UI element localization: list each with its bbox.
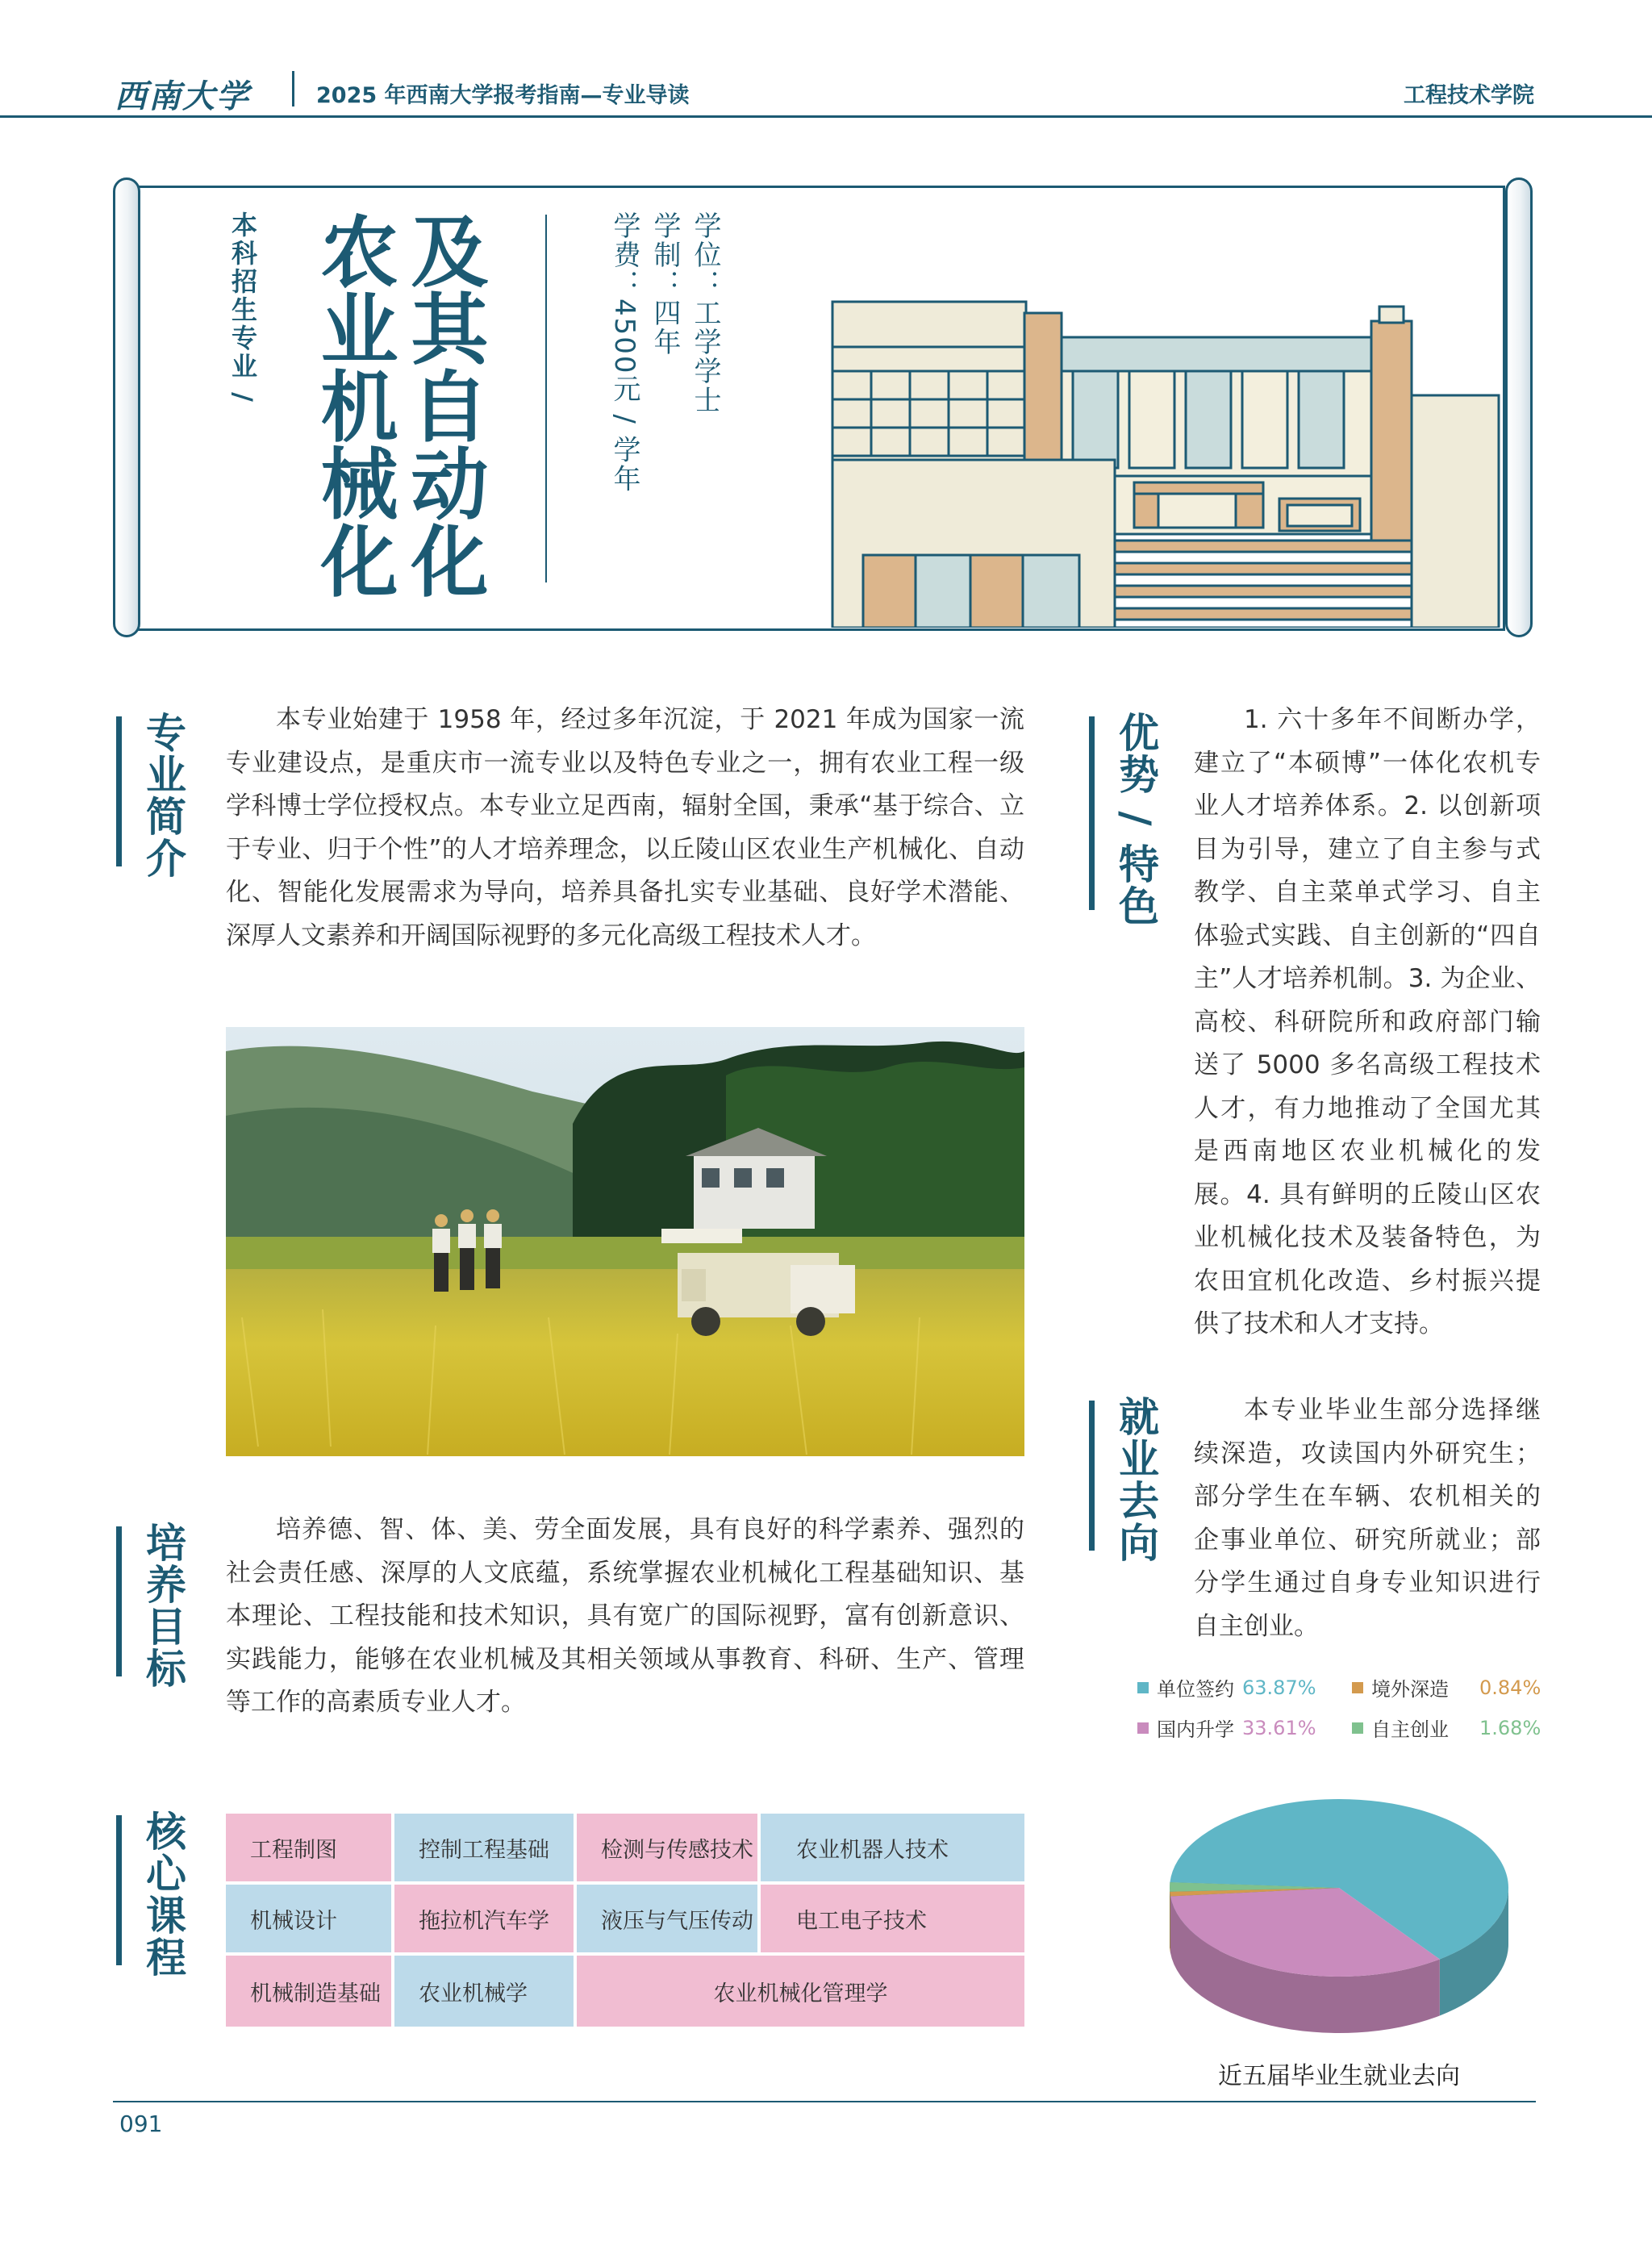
intro-paragraph: 本专业始建于 1958 年，经过多年沉淀，于 2021 年成为国家一流专业建设点，是重庆市一流专业以及特色专业之一，拥有农业工程一级学科博士学位授权点。本专业立足西南，辐射全国，秉承“基于综合、立于专业、归于个性”的人才培养理念，以丘陵山区农业生产机械化、自动化、智能化发展需求为导向，培养具备扎实专业基础、良好学术潜能、深厚人文素养和开阔国际视野的多元化高级工程技术人才。 [226,705,1024,950]
legend-item [1352,1673,1541,1701]
course-cell: 工程制图 [226,1814,391,1881]
career-paragraph: 本专业毕业生部分选择继续深造，攻读国内外研究生；部分学生在车辆、农机相关的企事业单位、研究所就业；部分学生通过自身专业知识进行自主创业。 [1194,1396,1541,1641]
banner-divider [545,215,547,582]
legend-item [1137,1673,1316,1701]
building-illustration [831,299,1500,628]
legend-value: 1.68% [1479,1716,1541,1739]
intro-heading: 专业简介 [140,712,186,879]
career-heading: 就业去向 [1112,1396,1159,1564]
course-cell: 机械设计 [226,1885,391,1952]
legend-value: 0.84% [1479,1676,1541,1699]
college-name: 工程技术学院 [1404,83,1534,108]
legend-label: 国内升学 [1157,1718,1234,1741]
advantage-heading: 优势 / 特色 [1112,712,1159,928]
course-cell: 农业机械化管理学 [577,1956,1024,2027]
core-courses-table [226,1814,1024,2027]
major-title-line1: 农业机械化 [308,211,398,599]
course-cell: 机械制造基础 [226,1956,391,2027]
advantage-heading-bar [1089,716,1095,910]
scroll-roller-left [113,177,140,637]
header-divider [292,71,294,106]
course-cell: 农业机器人技术 [761,1814,1024,1881]
goal-heading-bar [116,1526,122,1676]
page-number: 091 [119,2110,163,2137]
tuition-info: 学费：4500元 / 学年 [608,211,640,494]
legend-value: 63.87% [1242,1676,1316,1699]
employment-pie-chart [1162,1783,1516,2041]
courses-heading: 核心课程 [140,1810,186,1978]
goal-heading: 培养目标 [140,1522,186,1689]
banner-subtitle: 本科招生专业 / [227,211,258,404]
chart-title: 近五届毕业生就业去向 [1218,2062,1460,2090]
course-cell: 检测与传感技术 [577,1814,757,1881]
course-cell: 控制工程基础 [394,1814,574,1881]
legend-item [1137,1714,1316,1742]
legend-value: 33.61% [1242,1716,1316,1739]
course-cell: 液压与气压传动 [577,1885,757,1952]
goal-paragraph: 培养德、智、体、美、劳全面发展，具有良好的科学素养、强烈的社会责任感、深厚的人文底蕴，系统掌握农业机械化工程基础知识、基本理论、工程技能和技术知识，具有宽广的国际视野，富有创新意识、实践能力，能够在农业机械及其相关领域从事教育、科研、生产、管理等工作的高素质专业人才。 [226,1515,1024,1717]
career-heading-bar [1089,1401,1095,1551]
intro-heading-bar [116,716,122,866]
legend-item [1352,1714,1541,1742]
legend-swatch [1352,1722,1363,1734]
header-rule [0,115,1652,118]
course-cell: 农业机械学 [394,1956,574,2027]
legend-label: 单位签约 [1157,1678,1234,1701]
scroll-roller-right [1505,177,1533,637]
courses-heading-bar [116,1815,122,1965]
university-logo: 西南大学 [115,77,250,115]
harvest-field-photo [226,1027,1024,1456]
advantage-paragraph: 1. 六十多年不间断办学，建立了“本硕博”一体化农机专业人才培养体系。2. 以创新项目为引导，建立了自主参与式教学、自主菜单式学习、自主体验式实践、自主创新的“四自主”人才培养机制。3. 为企业、高校、科研院所和政府部门输送了 5000 多名高级工程技术人才，有力地推动了全国尤其是西南地区农业机械化的发展。4. 具有鲜明的丘陵山区农业机械化技术及装备特色，为农田宜机化改造、乡村振兴提供了技术和人才支持。 [1194,705,1541,1338]
legend-swatch [1137,1722,1149,1734]
legend-swatch [1352,1682,1363,1693]
course-cell: 电工电子技术 [761,1885,1024,1952]
legend-swatch [1137,1682,1149,1693]
major-title-line2: 及其自动化 [398,211,489,599]
course-cell: 拖拉机汽车学 [394,1885,574,1952]
duration-info: 学制：四年 [649,211,681,357]
legend-label: 境外深造 [1371,1678,1449,1701]
degree-info: 学位：工学学士 [689,211,721,415]
footer-rule [113,2101,1536,2102]
legend-label: 自主创业 [1371,1718,1449,1741]
guide-title: 2025 年西南大学报考指南—专业导读 [316,83,690,108]
